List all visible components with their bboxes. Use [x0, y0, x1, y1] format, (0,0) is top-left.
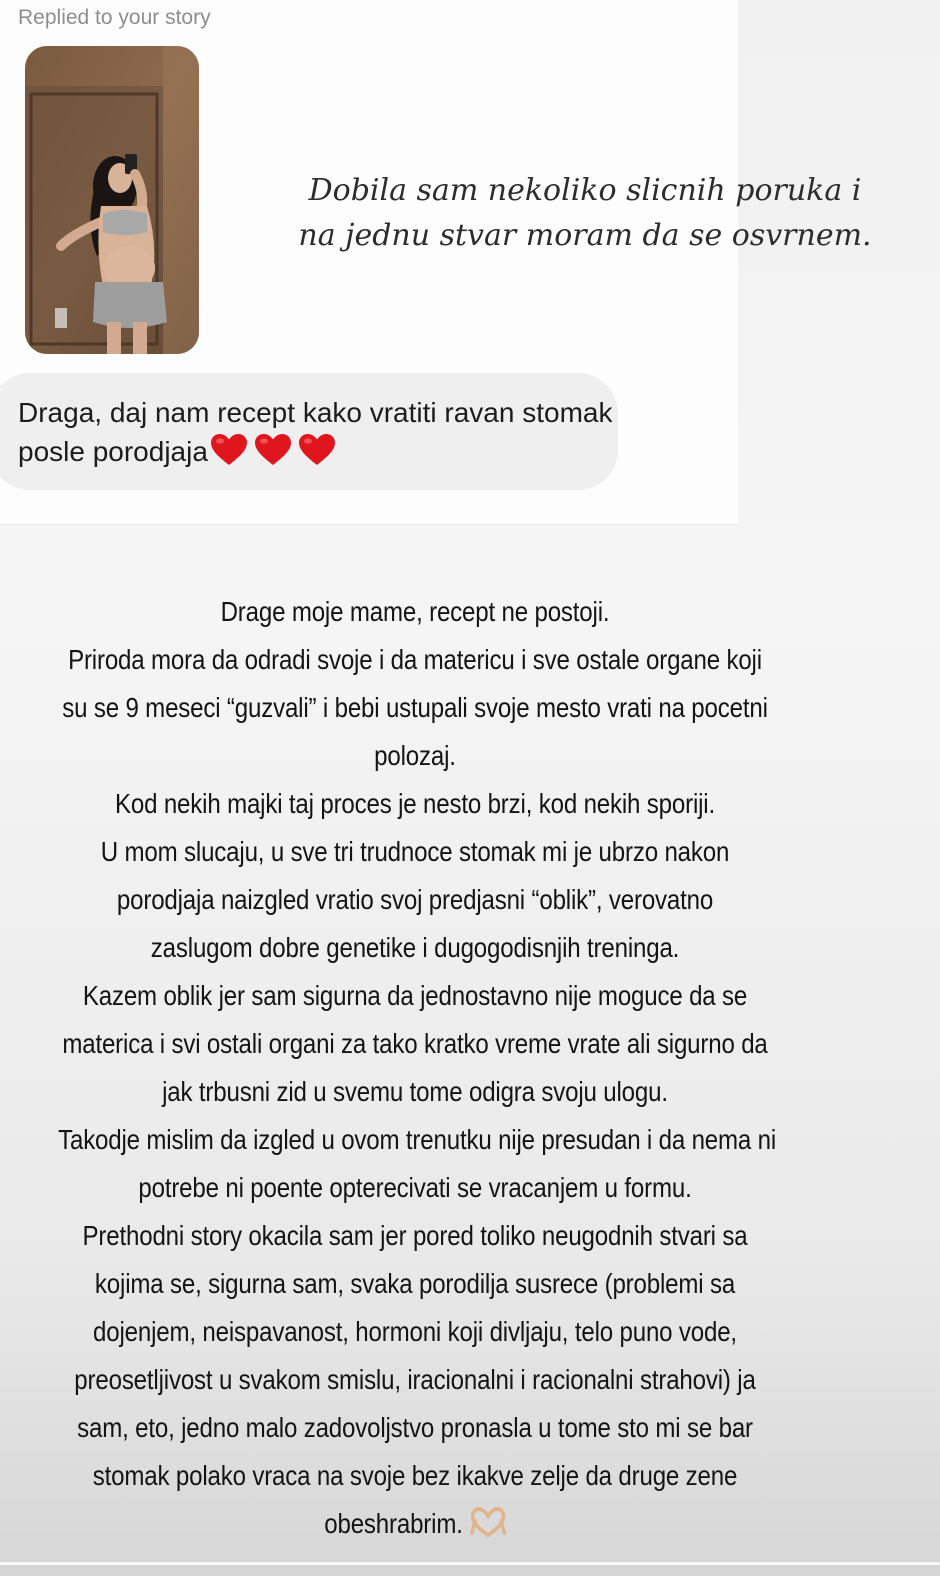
body-line: sam, eto, jedno malo zadovoljstvo pronasla u tome sto mi se bar	[77, 1412, 753, 1443]
body-line: dojenjem, neispavanost, hormoni koji divljaju, telo puno vode,	[93, 1316, 737, 1347]
red-heart-icon	[298, 433, 336, 467]
body-line: Priroda mora da odradi svoje i da matericu i sve ostale organe koji	[68, 644, 762, 675]
body-line: zaslugom dobre genetike i dugogodisnjih treninga.	[150, 932, 680, 963]
body-line: Drage moje mame, recept ne postoji.	[220, 596, 610, 627]
reply-message-body: Draga, daj nam recept kako vratiti ravan stomak posle porodjaja	[18, 397, 613, 467]
body-line: polozaj.	[374, 740, 456, 771]
replied-to-story-label: Replied to your story	[18, 6, 211, 29]
story-overlay-text: Dobila sam nekoliko slicnih poruka i na jednu stvar moram da se osvrnem.	[298, 173, 872, 253]
bottom-divider	[0, 1562, 940, 1565]
story-thumbnail[interactable]	[25, 46, 199, 354]
body-line: Prethodni story okacila sam jer pored toliko neugodnih stvari sa	[82, 1220, 748, 1251]
reply-message-text	[18, 393, 618, 471]
body-line: Kazem oblik jer sam sigurna da jednostavno nije moguce da se	[82, 980, 748, 1011]
body-line: kojima se, sigurna sam, svaka porodilja susrece (problemi sa	[94, 1268, 736, 1299]
red-heart-icon	[210, 433, 248, 467]
body-last-line	[58, 1500, 772, 1548]
body-line: materica i svi ostali organi za tako kratko vreme vrate ali sigurno da	[62, 1028, 768, 1059]
body-line: jak trbusni zid u svemu tome odigra svoju ulogu.	[162, 1076, 668, 1107]
body-line: porodjaja naizgled vratio svoj predjasni “oblik”, verovatno	[116, 884, 714, 915]
body-line: U mom slucaju, u sve tri trudnoce stomak mi je ubrzo nakon	[100, 836, 730, 867]
body-line: stomak polako vraca na svoje bez ikakve zelje da druge zene	[92, 1460, 738, 1491]
heart-hands-icon	[470, 1507, 506, 1537]
story-body-text	[58, 588, 777, 1548]
body-line: preosetljivost u svakom smislu, iracionalni i racionalni strahovi) ja	[74, 1364, 756, 1395]
body-line: su se 9 meseci “guzvali” i bebi ustupali svoje mesto vrati na pocetni	[62, 692, 768, 723]
body-line: potrebe ni poente opterecivati se vracanjem u formu.	[138, 1172, 692, 1203]
body-line: obeshrabrim.	[324, 1508, 463, 1539]
hearts-group	[210, 433, 336, 467]
body-line: Kod nekih majki taj proces je nesto brzi, kod nekih sporiji.	[114, 788, 716, 819]
body-line: Takodje mislim da izgled u ovom trenutku nije presudan i da nema ni	[58, 1124, 777, 1155]
background-strip	[738, 0, 940, 524]
story-photo-icon	[25, 46, 199, 354]
red-heart-icon	[254, 433, 292, 467]
